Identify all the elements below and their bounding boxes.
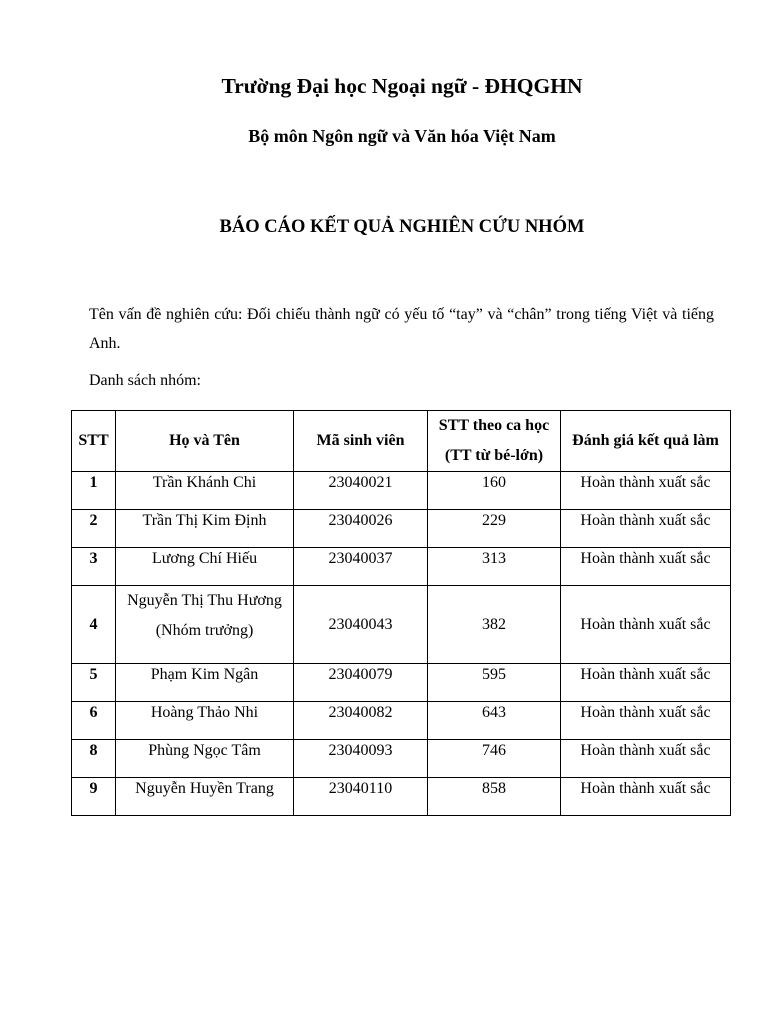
- header-order-line2: (TT từ bé-lớn): [444, 447, 544, 464]
- table-row: [72, 586, 731, 664]
- evaluation-cell: Hoàn thành xuất sắc: [561, 778, 731, 816]
- department-name: Bộ môn Ngôn ngữ và Văn hóa Việt Nam: [248, 126, 556, 146]
- student-id-cell: 23040082: [294, 702, 428, 740]
- header-name: Họ và Tên: [116, 411, 294, 472]
- table-row: [72, 664, 731, 702]
- stt-cell: 2: [72, 510, 116, 548]
- header-student-id: Mã sinh viên: [294, 411, 428, 472]
- student-id-cell: 23040021: [294, 472, 428, 510]
- table-row: [72, 702, 731, 740]
- report-title: BÁO CÁO KẾT QUẢ NGHIÊN CỨU NHÓM: [219, 217, 585, 237]
- class-order-cell: 229: [428, 510, 561, 548]
- stt-cell: 3: [72, 548, 116, 586]
- school-name: Trường Đại học Ngoại ngữ - ĐHQGHN: [221, 74, 583, 98]
- member-name-cell: Nguyễn Huyền Trang: [116, 778, 294, 816]
- student-id-cell: 23040093: [294, 740, 428, 778]
- class-order-cell: 595: [428, 664, 561, 702]
- header-evaluation: Đánh giá kết quả làm: [561, 411, 731, 472]
- member-name-cell: Phùng Ngọc Tâm: [116, 740, 294, 778]
- table-row: [72, 740, 731, 778]
- student-id-cell: 23040026: [294, 510, 428, 548]
- table-row: [72, 548, 731, 586]
- member-name-cell: [116, 586, 294, 664]
- members-label: Danh sách nhóm:: [89, 372, 201, 389]
- member-role-note: (Nhóm trưởng): [155, 622, 254, 639]
- student-id-cell: 23040043: [294, 586, 428, 664]
- table-header-row: [72, 411, 731, 472]
- table-row: [72, 510, 731, 548]
- member-name-cell: Lương Chí Hiếu: [116, 548, 294, 586]
- members-table: [71, 410, 731, 816]
- evaluation-cell: Hoàn thành xuất sắc: [561, 740, 731, 778]
- student-id-cell: 23040037: [294, 548, 428, 586]
- stt-cell: 5: [72, 664, 116, 702]
- header-order-line1: STT theo ca học: [438, 417, 550, 434]
- class-order-cell: 382: [428, 586, 561, 664]
- evaluation-cell: Hoàn thành xuất sắc: [561, 664, 731, 702]
- table-row: [72, 778, 731, 816]
- class-order-cell: 643: [428, 702, 561, 740]
- stt-cell: 1: [72, 472, 116, 510]
- stt-cell: 4: [72, 586, 116, 664]
- research-topic: Tên vấn đề nghiên cứu: Đối chiếu thành ngữ có yếu tố “tay” và “chân” trong tiếng Việt và tiếng Anh.: [89, 306, 714, 352]
- evaluation-cell: Hoàn thành xuất sắc: [561, 548, 731, 586]
- member-name-cell: Trần Khánh Chi: [116, 472, 294, 510]
- class-order-cell: 313: [428, 548, 561, 586]
- header-order: [428, 411, 561, 472]
- student-id-cell: 23040079: [294, 664, 428, 702]
- class-order-cell: 160: [428, 472, 561, 510]
- stt-cell: 6: [72, 702, 116, 740]
- member-name-cell: Phạm Kim Ngân: [116, 664, 294, 702]
- evaluation-cell: Hoàn thành xuất sắc: [561, 702, 731, 740]
- evaluation-cell: Hoàn thành xuất sắc: [561, 472, 731, 510]
- header-stt: STT: [72, 411, 116, 472]
- member-name-cell: Trần Thị Kim Định: [116, 510, 294, 548]
- stt-cell: 8: [72, 740, 116, 778]
- class-order-cell: 858: [428, 778, 561, 816]
- stt-cell: 9: [72, 778, 116, 816]
- student-id-cell: 23040110: [294, 778, 428, 816]
- table-row: [72, 472, 731, 510]
- class-order-cell: 746: [428, 740, 561, 778]
- evaluation-cell: Hoàn thành xuất sắc: [561, 586, 731, 664]
- member-name: Nguyễn Thị Thu Hương: [127, 592, 282, 609]
- member-name-cell: Hoàng Thảo Nhi: [116, 702, 294, 740]
- evaluation-cell: Hoàn thành xuất sắc: [561, 510, 731, 548]
